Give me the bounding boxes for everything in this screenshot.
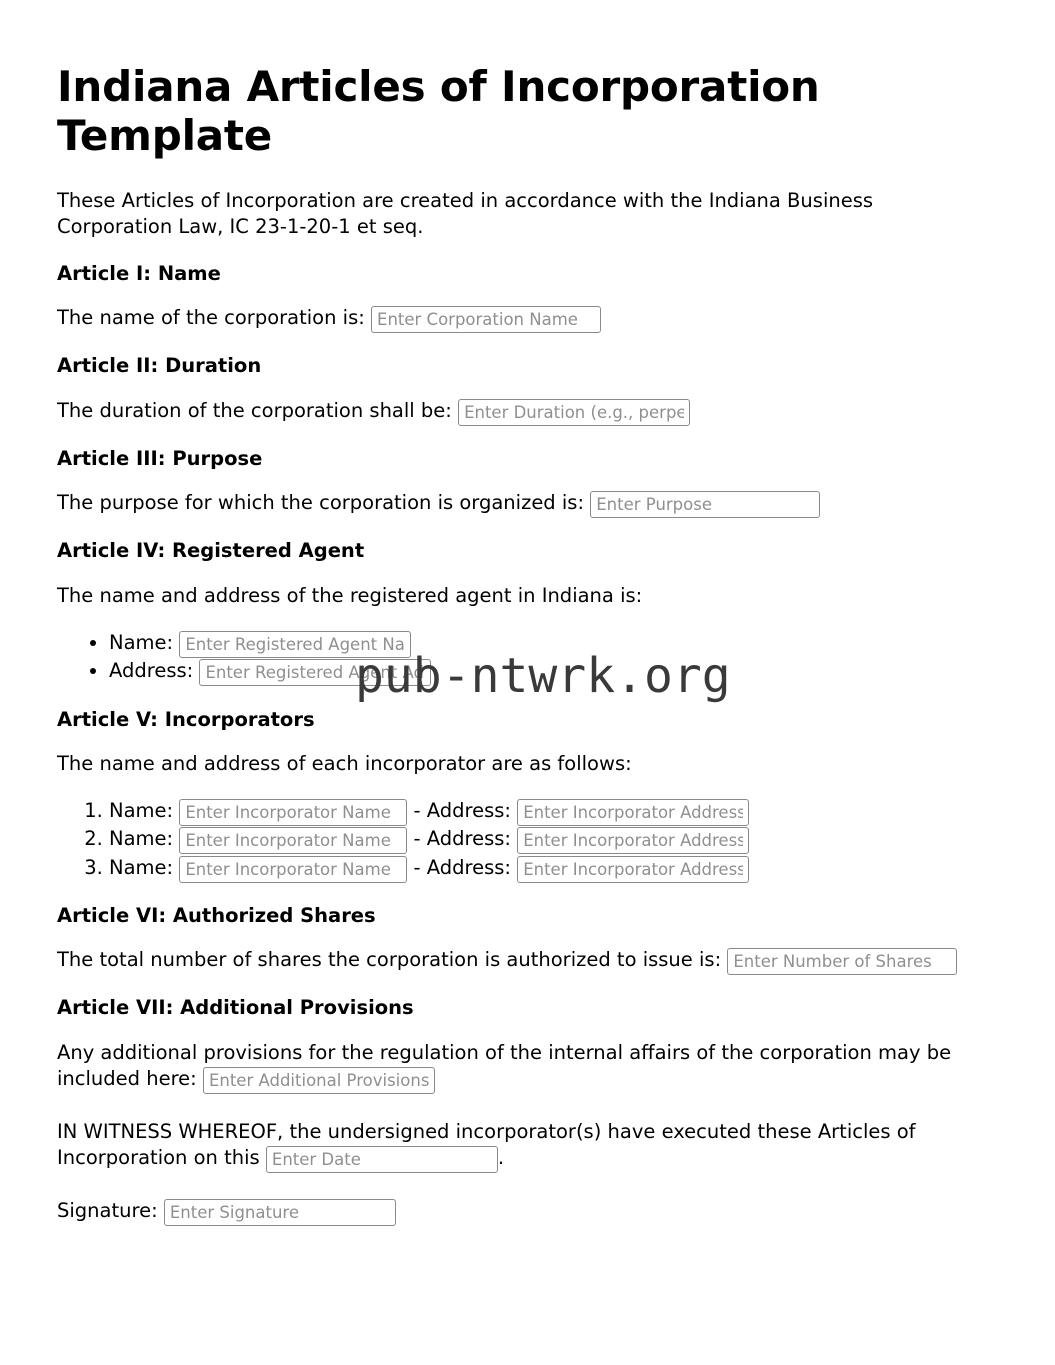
incorporator-separator: -: [413, 855, 421, 879]
incorporator-separator: -: [413, 827, 421, 851]
article-iv-label: The name and address of the registered agent in Indiana is:: [57, 583, 643, 607]
additional-provisions-input[interactable]: [203, 1067, 435, 1094]
registered-agent-name-input[interactable]: [179, 631, 411, 658]
incorporator-name-label: Name:: [109, 827, 174, 851]
incorporator-name-label: Name:: [109, 855, 174, 879]
article-vi-heading: Article VI: Authorized Shares: [57, 904, 376, 927]
intro-paragraph: These Articles of Incorporation are created in accordance with the Indiana Business Corporation Law, IC 23-1-20-1 et seq.: [57, 189, 874, 239]
incorporator-3-name-input[interactable]: [179, 856, 407, 883]
list-item: [109, 629, 997, 657]
article-i-label: The name of the corporation is:: [57, 306, 365, 330]
site-watermark: pub-ntwrk.org: [355, 648, 731, 704]
corporation-name-input[interactable]: [371, 306, 601, 333]
article-iii-label: The purpose for which the corporation is organized is:: [57, 491, 585, 515]
article-v-heading: Article V: Incorporators: [57, 707, 315, 731]
article-iii-heading: Article III: Purpose: [57, 446, 263, 470]
incorporator-address-label: Address:: [426, 827, 511, 851]
date-input[interactable]: [266, 1146, 498, 1173]
list-item: [109, 854, 997, 882]
incorporator-address-label: Address:: [426, 799, 511, 823]
article-vii-label: Any additional provisions for the regulation of the internal affairs of the corporation may be included here:: [57, 1040, 952, 1091]
article-v-label: The name and address of each incorporator are as follows:: [57, 751, 632, 775]
witness-text: IN WITNESS WHEREOF, the undersigned incorporator(s) have executed these Articles of Incorporation on this: [57, 1120, 916, 1170]
article-vii-row: [57, 1040, 997, 1093]
registered-agent-address-input[interactable]: [199, 659, 431, 686]
incorporator-address-label: Address:: [426, 855, 511, 879]
article-vi-label: The total number of shares the corporation is authorized to issue is:: [57, 948, 722, 972]
incorporator-2-address-input[interactable]: [517, 827, 749, 854]
incorporator-list: [57, 797, 997, 882]
purpose-input[interactable]: [590, 491, 820, 518]
incorporator-3-address-input[interactable]: [517, 856, 749, 883]
incorporator-2-name-input[interactable]: [179, 827, 407, 854]
list-item: [109, 797, 997, 825]
incorporator-name-label: Name:: [109, 799, 174, 823]
article-ii-label: The duration of the corporation shall be:: [57, 398, 452, 422]
article-vi-row: [57, 947, 997, 974]
article-i-row: [57, 305, 997, 332]
signature-label: Signature:: [57, 1199, 158, 1223]
incorporator-separator: -: [413, 799, 421, 823]
signature-input[interactable]: [164, 1199, 396, 1226]
witness-period: .: [497, 1146, 505, 1170]
page-title: Indiana Articles of Incorporation Template: [57, 62, 820, 161]
authorized-shares-input[interactable]: [727, 948, 957, 975]
list-item: [109, 825, 997, 853]
list-item: [109, 657, 997, 685]
article-iv-heading: Article IV: Registered Agent: [57, 539, 365, 563]
agent-name-label: Name:: [109, 630, 174, 654]
signature-row: [57, 1198, 997, 1225]
registered-agent-list: [57, 629, 997, 686]
article-ii-row: [57, 398, 997, 425]
article-iii-row: [57, 490, 997, 517]
article-ii-heading: Article II: Duration: [57, 354, 262, 378]
incorporator-1-name-input[interactable]: [179, 799, 407, 826]
incorporator-1-address-input[interactable]: [517, 799, 749, 826]
agent-address-label: Address:: [109, 659, 194, 683]
duration-input[interactable]: [458, 399, 690, 426]
article-vii-heading: Article VII: Additional Provisions: [57, 996, 414, 1020]
witness-clause: [57, 1119, 997, 1172]
article-i-heading: Article I: Name: [57, 262, 221, 286]
